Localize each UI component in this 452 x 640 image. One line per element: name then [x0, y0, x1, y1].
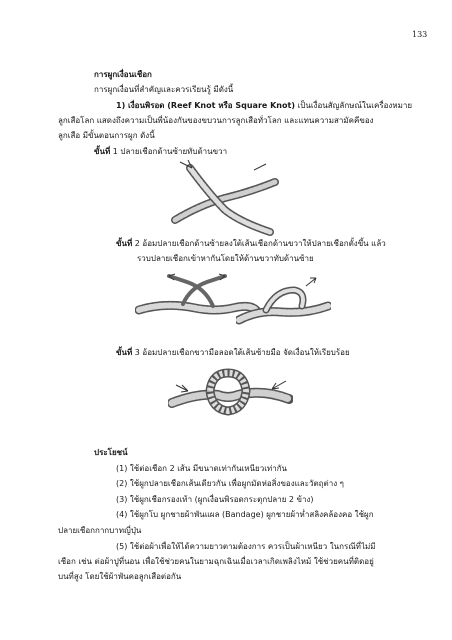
step-2-label: ขั้นที่ — [116, 239, 133, 248]
knot-title: 1) เงื่อนพิรอด (Reef Knot หรือ Square Knot) — [116, 101, 295, 110]
step-2-text: 2 อ้อมปลายเชือกด้านซ้ายลงใต้เส้นเชือกด้านขวาให้ปลายเชือกตั้งขึ้น แล้ว — [134, 239, 386, 248]
benefit-item-4-cont: ปลายเชือกกากบาทญี่ปุ่น — [58, 526, 142, 535]
step-1-label: ขั้นที่ — [94, 147, 111, 156]
knot-desc-2: ลูกเสือโลก แสดงถึงความเป็นพี่น้องกันของขบวนการลูกเสือทั่วโลก และแทนความสามัคคีของ — [58, 116, 374, 125]
section-heading: การผูกเงื่อนเชือก — [94, 70, 152, 79]
step-3-illustration — [168, 363, 293, 428]
knot-desc-1: เป็นเงื่อนสัญลักษณ์ในเครื่องหมาย — [297, 101, 413, 110]
knot-desc-3: ลูกเสือ มีขั้นตอนการผูก ดังนี้ — [58, 131, 155, 140]
benefit-item-3: (3) ใช้ผูกเชือกรองเท้า (ผูกเงื่อนพิรอดกระตุกปลาย 2 ข้าง) — [116, 495, 314, 504]
page-number: 133 — [412, 30, 428, 39]
step-1-illustration — [170, 160, 280, 245]
step-1 — [94, 146, 227, 157]
step-1-text: 1 ปลายเชือกด้านซ้ายทับด้านขวา — [112, 147, 228, 156]
benefit-item-5: (5) ใช้ต่อผ้าเพื่อให้ได้ความยาวตามต้องการ ควรเป็นผ้าเหนียว ในกรณีที่ไม่มี — [116, 542, 376, 551]
benefits-title: ประโยชน์ — [94, 448, 128, 457]
benefit-item-1: (1) ใช้ต่อเชือก 2 เส้น มีขนาดเท่ากันเหนียวเท่ากัน — [116, 464, 288, 473]
step-2-text-2: รวบปลายเชือกเข้าหากันโดยให้ด้านขวาทับด้านซ้าย — [137, 254, 314, 263]
benefit-item-2: (2) ใช้ผูกปลายเชือกเส้นเดียวกัน เพื่อผูกมัดห่อสิ่งของและวัตถุต่าง ๆ — [116, 479, 344, 488]
step-2-illustration-b — [236, 272, 331, 342]
benefit-item-5-cont-2: บนที่สูง โดยใช้ผ้าพันคอลูกเสือต่อกัน — [58, 572, 182, 581]
step-3-label: ขั้นที่ — [116, 348, 133, 357]
benefit-item-4: (4) ใช้ผูกโบ ผูกชายผ้าพันแผล (Bandage) ผูกชายผ้าห่ำสลิงคล้องคอ ใช้ผูก — [116, 510, 374, 519]
benefit-item-5-cont-1: เชือก เช่น ต่อผ้าปูที่นอน เพื่อใช้ช่วยคนในยามฉุกเฉินเมื่อเวลาเกิดเพลิงไหม้ ใช้ช่วยคนที่ติดอยู่ — [58, 557, 374, 566]
step-3 — [116, 347, 350, 358]
intro-text: การผูกเงื่อนที่สำคัญและควรเรียนรู้ มีดังนี้ — [94, 85, 234, 94]
step-3-text: 3 อ้อมปลายเชือกขวามือลอดใต้เส้นซ้ายมือ จัดเงื่อนให้เรียบร้อย — [134, 348, 350, 357]
step-2 — [116, 238, 386, 249]
knot-paragraph-line-1 — [116, 100, 412, 111]
